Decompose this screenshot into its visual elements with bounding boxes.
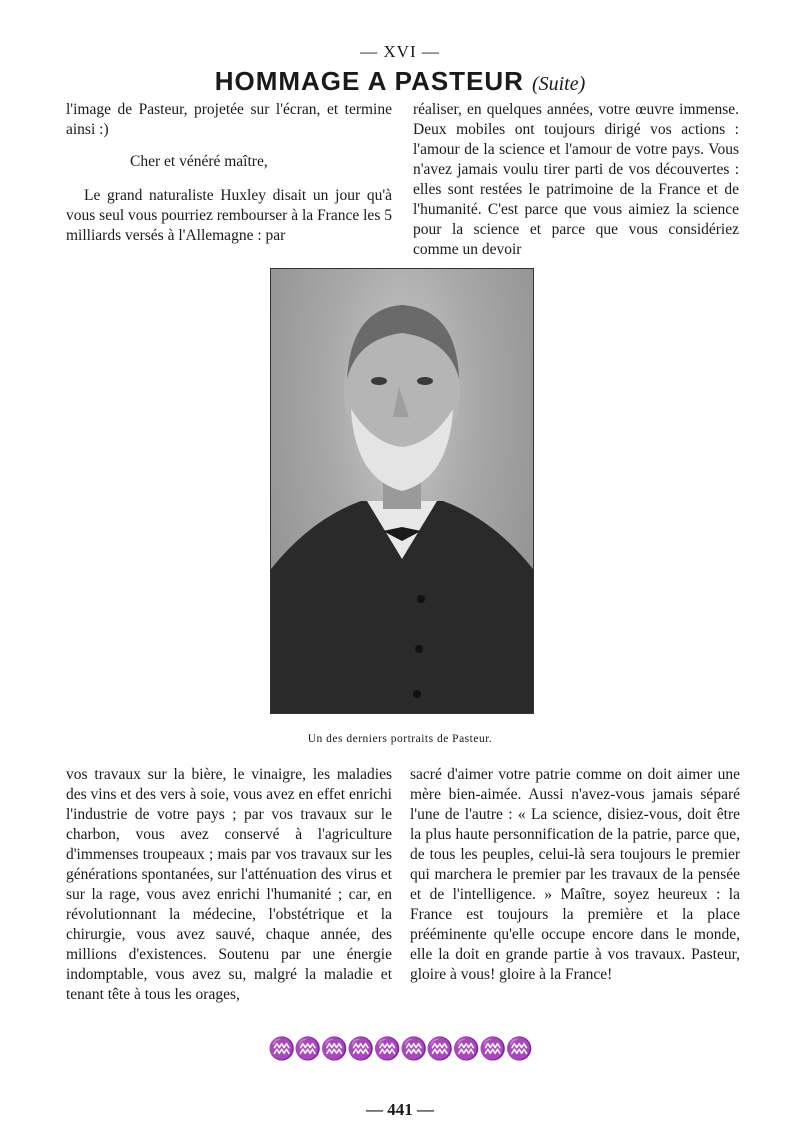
portrait-photo xyxy=(270,268,534,714)
paragraph: l'image de Pasteur, projetée sur l'écran, et termine ainsi :) xyxy=(66,101,392,138)
greeting: Cher et vénéré maître, xyxy=(130,153,268,170)
page-title xyxy=(0,66,800,97)
title-suffix: (Suite) xyxy=(531,73,586,95)
decorative-ornament: ♒♒♒♒♒♒♒♒♒♒ xyxy=(268,1036,532,1061)
portrait-illustration xyxy=(271,269,533,713)
column-top-right xyxy=(413,100,739,260)
section-number: — XVI — xyxy=(360,42,440,61)
page-number: — 441 — xyxy=(366,1100,434,1119)
column-top-left xyxy=(66,100,392,246)
title-main: HOMMAGE A PASTEUR xyxy=(214,66,524,96)
paragraph: réaliser, en quelques années, votre œuvre immense. Deux mobiles ont toujours dirigé vos actions : l'amour de la science et l'amour de votre pays. Vous n'avez jamais voulu tirer parti de vos découvertes : elles sont restées le patrimoine de la France et de l'humanité. C'est parce que vous aimiez la science pour la science et parce que vous considériez comme un devoir xyxy=(413,101,739,258)
paragraph: Le grand naturaliste Huxley disait un jour qu'à vous seul vous pourriez rembourser à la France les 5 milliards versés à l'Allemagne : par xyxy=(66,187,392,244)
column-bottom-right xyxy=(410,765,740,985)
figure-caption: Un des derniers portraits de Pasteur. xyxy=(307,733,493,745)
column-bottom-left xyxy=(66,765,392,1005)
paragraph: vos travaux sur la bière, le vinaigre, les maladies des vins et des vers à soie, vous avez en effet enrichi l'industrie de votre pays ; par vos travaux sur le charbon, vous avez conservé à l'agriculture d'immenses troupeaux ; mais par vos travaux sur les générations spontanées, sur l'atténuation des virus et sur la rage, vous avez enrichi l'humanité ; car, en révolutionnant la médecine, l'obstétrique et la chirurgie, vous avez sauvé, chaque année, des millions d'existences. Soutenu par une énergie indomptable, vous avez su, malgré la maladie et tenant tête à tous les orages, xyxy=(66,766,392,1003)
paragraph: sacré d'aimer votre patrie comme on doit aimer une mère bien-aimée. Aussi n'avez-vous jamais séparé l'une de l'autre : « La science, disiez-vous, doit être la plus haute personnification de la patrie, parce que, de tous les peuples, celui-là sera toujours le premier qui marchera le premier par les travaux de la pensée et de l'intelligence. » Maître, soyez heureux : la France est toujours la première et la place prééminente qu'elle occupe encore dans le monde, elle la doit en grande partie à vos travaux. Pasteur, gloire à vous! gloire à la France! xyxy=(410,766,740,983)
